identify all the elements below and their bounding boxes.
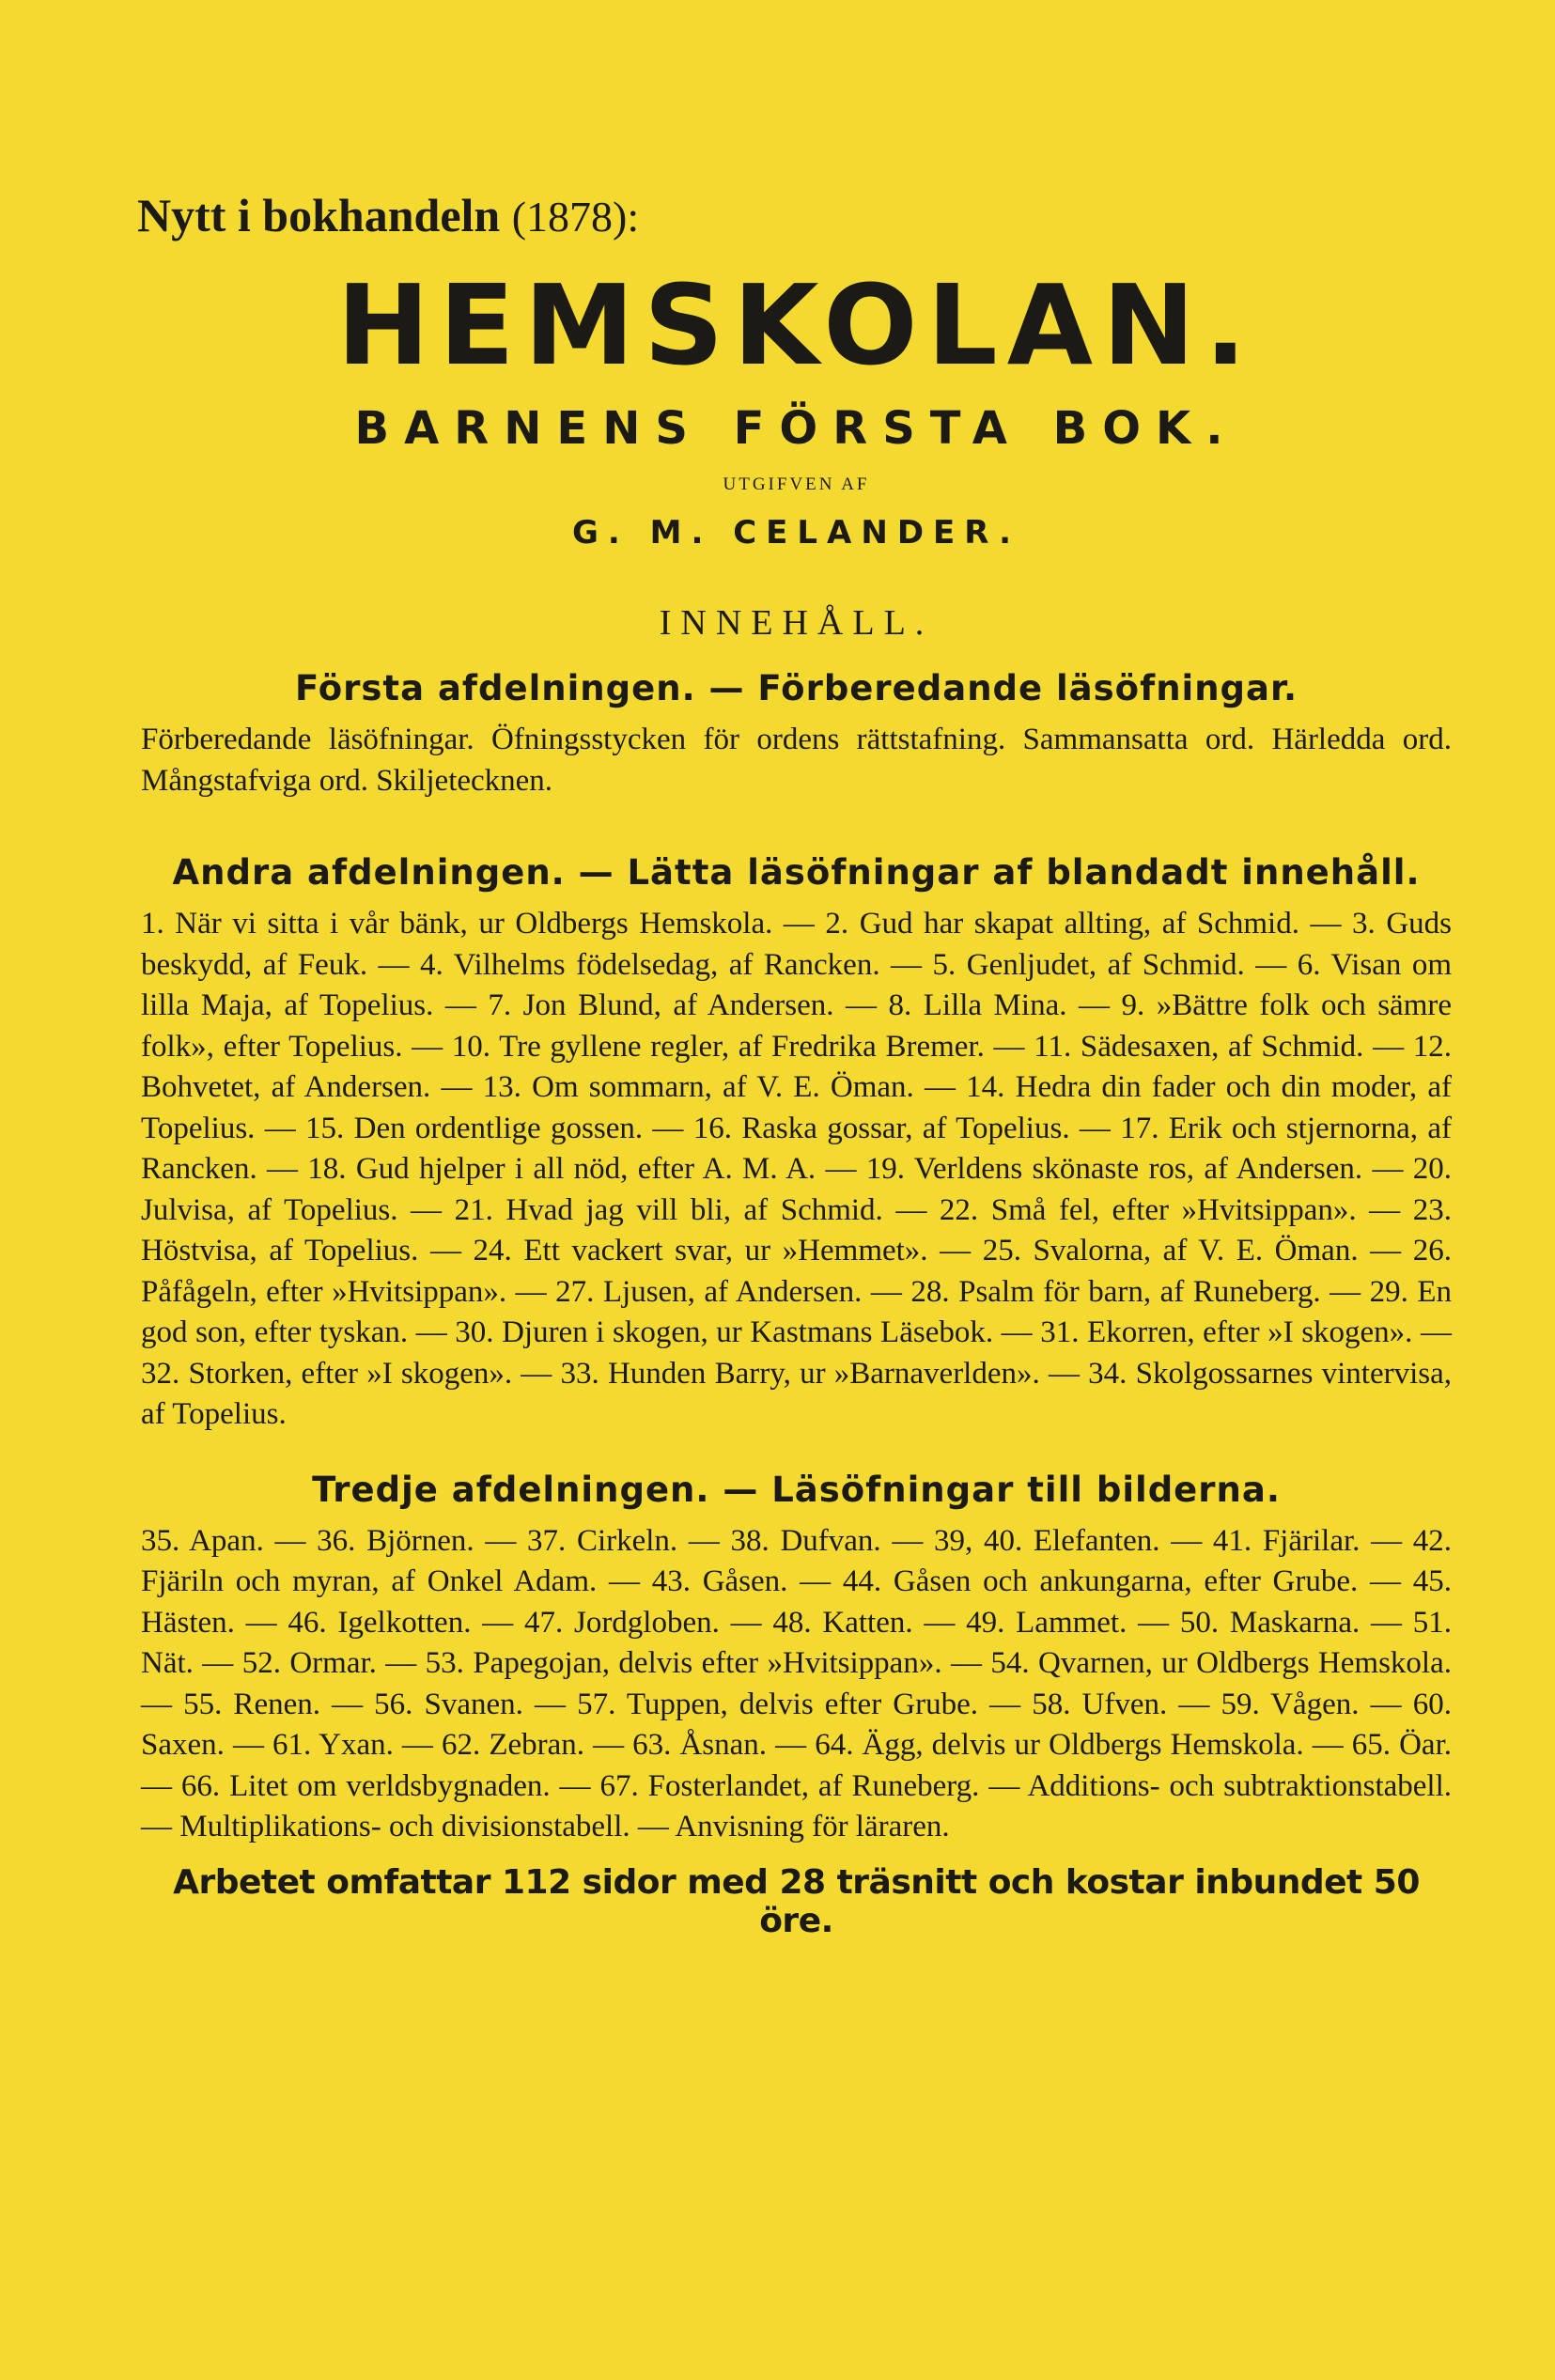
author-name: G. M. CELANDER. [571, 514, 1021, 552]
section-1-text: Förberedande läsöfningar. Öfningsstycken för ordens rättstafning. Sammansatta ord. Härledda ord. Mångstafviga ord. Skiljetecknen. [141, 723, 1452, 798]
published-by-label: UTGIFVEN AF [723, 474, 870, 495]
price-note: Arbetet omfattar 112 sidor med 28 träsnitt och kostar inbundet 50 öre. [173, 1862, 1420, 1940]
announcement-text: Nytt i bokhandeln [137, 189, 501, 241]
section-2-text: 1. När vi sitta i vår bänk, ur Oldbergs Hemskola. — 2. Gud har skapat allting, af Schmid. — 3. Guds beskydd, af Feuk. — 4. Vilhelms födelsedag, af Rancken. — 5. Genljudet, af Schmid. — 6. Visan om lilla Maja, af Topelius. — 7. Jon Blund, af Andersen. — 8. Lilla Mina. — 9. »Bättre folk och sämre folk», efter Topelius. — 10. Tre gyllene regler, af Fredrika Bremer. — 11. Sädesaxen, af Schmid. — 12. Bohvetet, af Andersen. — 13. Om sommarn, af V. E. Öman. — 14. Hedra din fader och din moder, af Topelius. — 15. Den ordentlige gossen. — 16. Raska gossar, af Topelius. — 17. Erik och stjernorna, af Rancken. — 18. Gud hjelper i all nöd, efter A. M. A. — 19. Verldens skönaste ros, af Andersen. — 20. Julvisa, af Topelius. — 21. Hvad jag vill bli, af Schmid. — 22. Små fel, efter »Hvitsippan». — 23. Höstvisa, af Topelius. — 24. Ett vackert svar, ur »Hemmet». — 25. Svalorna, af V. E. Öman. — 26. Påfågeln, efter »Hvitsippan». — 27. Ljusen, af Andersen. — 28. Psalm för barn, af Runeberg. — 29. En god son, efter tyskan. — 30. Djuren i skogen, ur Kastmans Läsebok. — 31. Ekorren, efter »I skogen». — 32. Storken, efter »I skogen». — 33. Hunden Barry, ur »Barnaverlden». — 34. Skolgossarnes vintervisa, af Topelius. [141, 907, 1452, 1432]
announcement-year: (1878): [511, 193, 640, 241]
contents-heading: INNEHÅLL. [659, 603, 934, 644]
section-3-heading: Tredje afdelningen. — Läsöfningar till bilderna. [312, 1469, 1281, 1510]
advertisement-page [137, 188, 1452, 1940]
section-3-text: 35. Apan. — 36. Björnen. — 37. Cirkeln. — 38. Dufvan. — 39, 40. Elefanten. — 41. Fjärilar. — 42. Fjäriln och myran, af Onkel Adam. — 43. Gåsen. — 44. Gåsen och ankungarna, efter Grube. — 45. Hästen. — 46. Igelkotten. — 47. Jordgloben. — 48. Katten. — 49. Lammet. — 50. Maskarna. — 51. Nät. — 52. Ormar. — 53. Papegojan, delvis efter »Hvitsippan». — 54. Qvarnen, ur Oldbergs Hemskola. — 55. Renen. — 56. Svanen. — 57. Tuppen, delvis efter Grube. — 58. Ufven. — 59. Vågen. — 60. Saxen. — 61. Yxan. — 62. Zebran. — 63. Åsnan. — 64. Ägg, delvis ur Oldbergs Hemskola. — 65. Öar. — 66. Litet om verldsbygnaden. — 67. Fosterlandet, af Runeberg. — Additions- och subtraktionstabell. — Multiplikations- och divisionstabell. — Anvisning för läraren. [141, 1523, 1452, 1844]
section-1-heading: Första afdelningen. — Förberedande läsöfningar. [294, 668, 1298, 709]
announcement-line [137, 188, 1452, 242]
book-title: HEMSKOLAN. [336, 260, 1256, 390]
book-subtitle: BARNENS FÖRSTA BOK. [354, 401, 1238, 455]
section-2-heading: Andra afdelningen. — Lätta läsöfningar af blandadt innehåll. [172, 852, 1421, 894]
